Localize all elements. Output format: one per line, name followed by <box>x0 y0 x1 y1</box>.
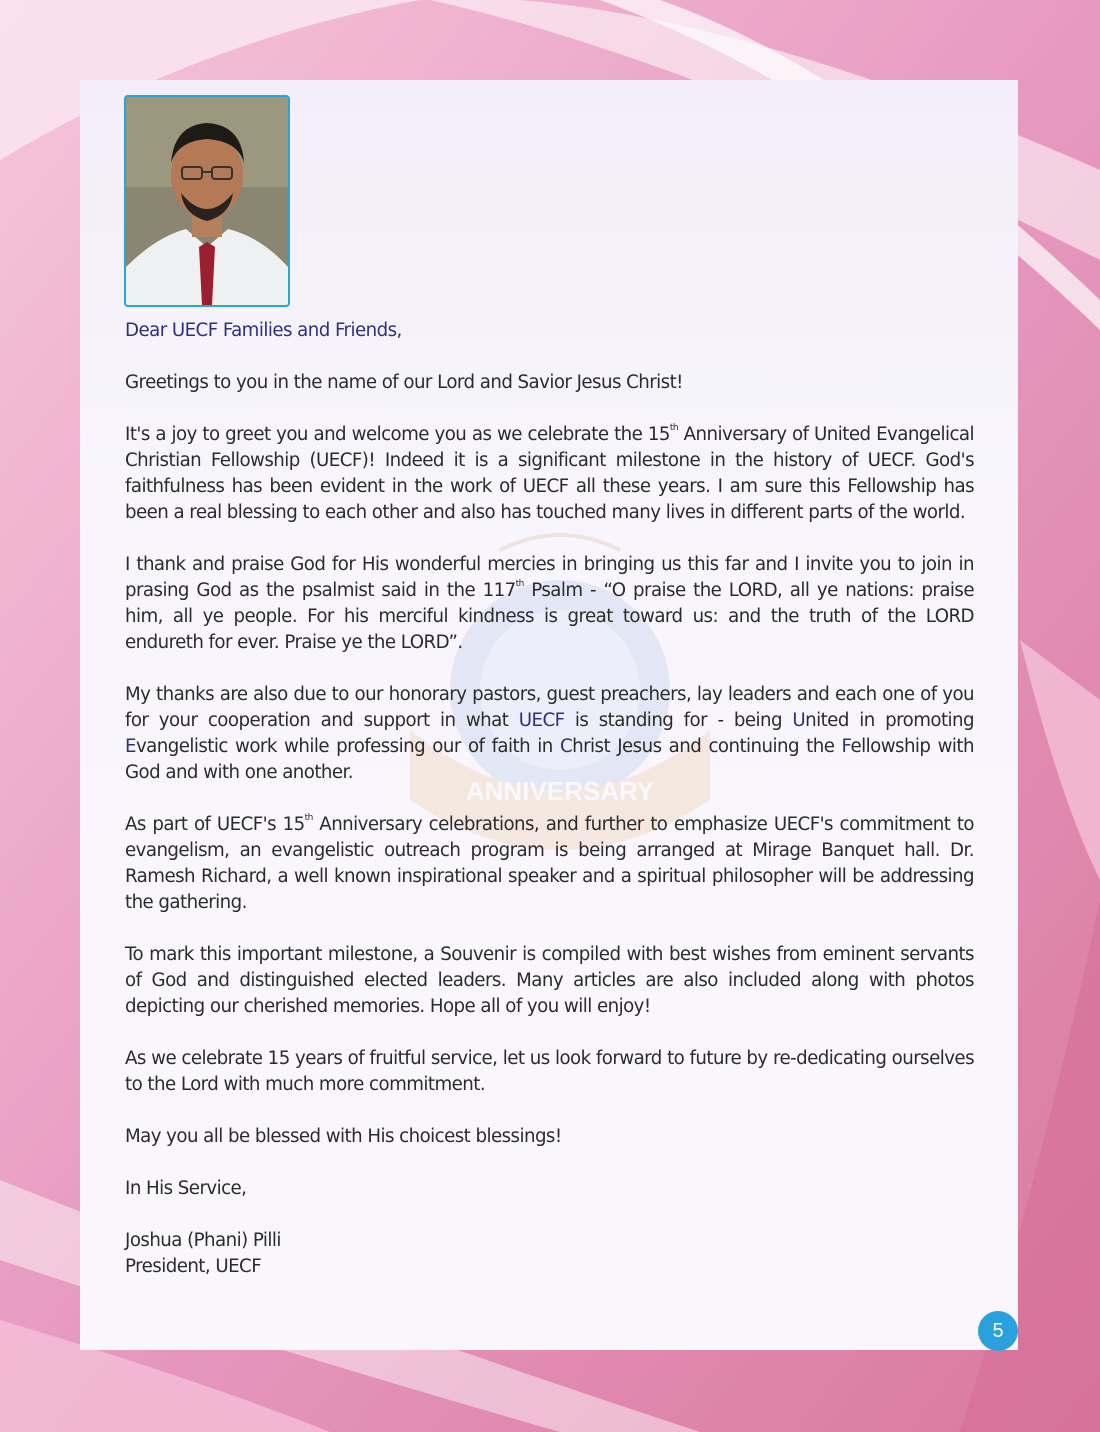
letter-paragraph-psalm: I thank and praise God for His wonderful mercies in bringing us this far and I invite you to join in prasing God as the psalmist said in the 117th Psalm - “O praise the LORD, all ye nations: praise him, all ye people. For his merciful kindness is great toward us: and the truth of the LORD endureth for ever. Praise ye the LORD”. <box>125 554 974 653</box>
signature-title: President, UECF <box>125 1256 262 1277</box>
letter-closing: In His Service, <box>125 1178 247 1199</box>
president-portrait-photo <box>124 95 290 307</box>
letter-paragraph-outreach: As part of UECF's 15th Anniversary celebrations, and further to emphasize UECF's commitment to evangelism, an evangelistic outreach program is being arranged at Mirage Banquet hall. Dr. Ramesh Richard, a well known inspirational speaker and a spiritual philosopher will be addressing the gathering. <box>125 813 974 913</box>
letter-paragraph-rededication: As we celebrate 15 years of fruitful service, let us look forward to future by re-dedicating ourselves to the Lord with much more commitment. <box>125 1048 974 1095</box>
page-number-badge: 5 <box>978 1311 1018 1351</box>
welcome-letter <box>125 318 974 1280</box>
letter-paragraph-souvenir: To mark this important milestone, a Souvenir is compiled with best wishes from eminent servants of God and distinguished elected leaders. Many articles are also included along with photos depicting our cherished memories. Hope all of you will enjoy! <box>125 944 974 1017</box>
letter-blessing: May you all be blessed with His choicest blessings! <box>125 1126 562 1147</box>
watermark-ribbon-text: ANNIVERSARY <box>465 776 655 806</box>
letter-paragraph-anniversary: It's a joy to greet you and welcome you as we celebrate the 15th Anniversary of United Evangelical Christian Fellowship (UECF)! Indeed it is a significant milestone in the history of UECF. God's faithfulness has been evident in the work of UECF all these years. I am sure this Fellowship has been a real blessing to each other and also has touched many lives in different parts of the world. <box>125 423 974 523</box>
letter-paragraph-thanks: My thanks are also due to our honorary pastors, guest preachers, lay leaders and each one of you for your cooperation and support in what UECF is standing for - being United in promoting Evangelistic work while professing our of faith in Christ Jesus and continuing the Fellowship with God and with one another. <box>125 684 974 783</box>
signature-name: Joshua (Phani) Pilli <box>125 1230 281 1251</box>
letter-salutation: Dear UECF Families and Friends, <box>125 320 402 341</box>
signature-block <box>125 1228 974 1280</box>
letter-greeting: Greetings to you in the name of our Lord and Savior Jesus Christ! <box>125 372 683 393</box>
